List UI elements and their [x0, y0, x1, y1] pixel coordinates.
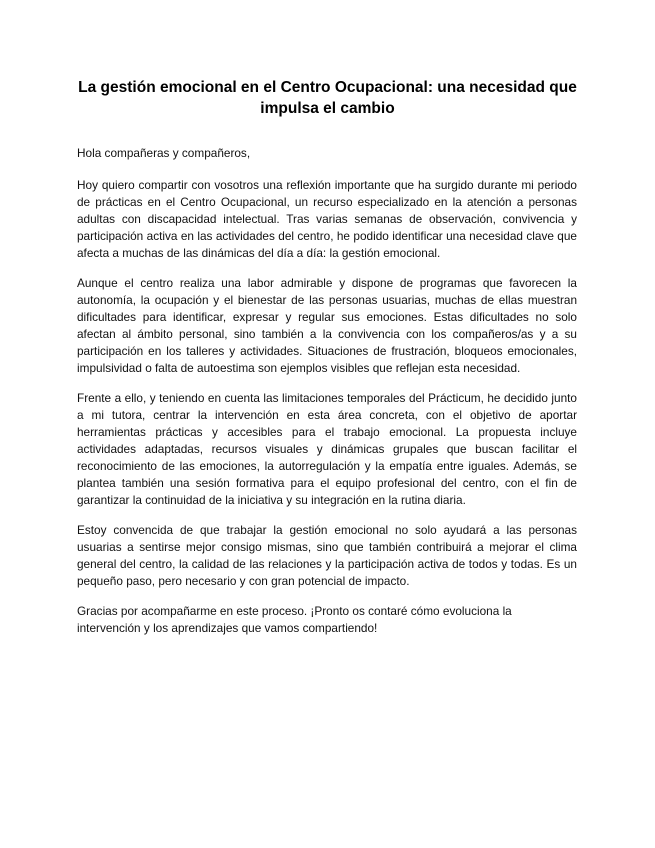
- document-body: [77, 145, 577, 650]
- paragraph-1: Hoy quiero compartir con vosotros una reflexión importante que ha surgido durante mi periodo de prácticas en el Centro Ocupacional, un recurso especializado en la atención a personas adultas con discapacidad intelectual. Tras varias semanas de observación, convivencia y participación activa en las actividades del centro, he podido identificar una necesidad clave que afecta a muchas de las dinámicas del día a día: la gestión emocional.: [77, 178, 577, 260]
- closing-paragraph: Gracias por acompañarme en este proceso. ¡Pronto os contaré cómo evoluciona la intervención y los aprendizajes que vamos compartiendo!: [77, 604, 512, 635]
- document-title: La gestión emocional en el Centro Ocupacional: una necesidad que impulsa el cambio: [78, 79, 577, 117]
- greeting-line: Hola compañeras y compañeros,: [77, 146, 251, 160]
- paragraph-3: Frente a ello, y teniendo en cuenta las limitaciones temporales del Prácticum, he decidido junto a mi tutora, centrar la intervención en esta área concreta, con el objetivo de aportar herramientas prácticas y accesibles para el trabajo emocional. La propuesta incluye actividades adaptadas, recursos visuales y dinámicas grupales que buscan facilitar el reconocimiento de las emociones, la autorregulación y la empatía entre iguales. Además, se plantea también una sesión formativa para el equipo profesional del centro, con el fin de garantizar la continuidad de la iniciativa y su integración en la rutina diaria.: [77, 391, 577, 507]
- paragraph-2: Aunque el centro realiza una labor admirable y dispone de programas que favorecen la autonomía, la ocupación y el bienestar de las personas usuarias, muchas de ellas muestran dificultades para identificar, expresar y regular sus emociones. Estas dificultades no solo afectan al ámbito personal, sino también a la convivencia con los compañeros/as y a su participación en los talleres y actividades. Situaciones de frustración, bloqueos emocionales, impulsividad o falta de autoestima son ejemplos visibles que reflejan esta necesidad.: [77, 276, 577, 375]
- paragraph-4: Estoy convencida de que trabajar la gestión emocional no solo ayudará a las personas usuarias a sentirse mejor consigo mismas, sino que también contribuirá a mejorar el clima general del centro, la calidad de las relaciones y la participación activa de todos y todas. Es un pequeño paso, pero necesario y con gran potencial de impacto.: [77, 523, 577, 588]
